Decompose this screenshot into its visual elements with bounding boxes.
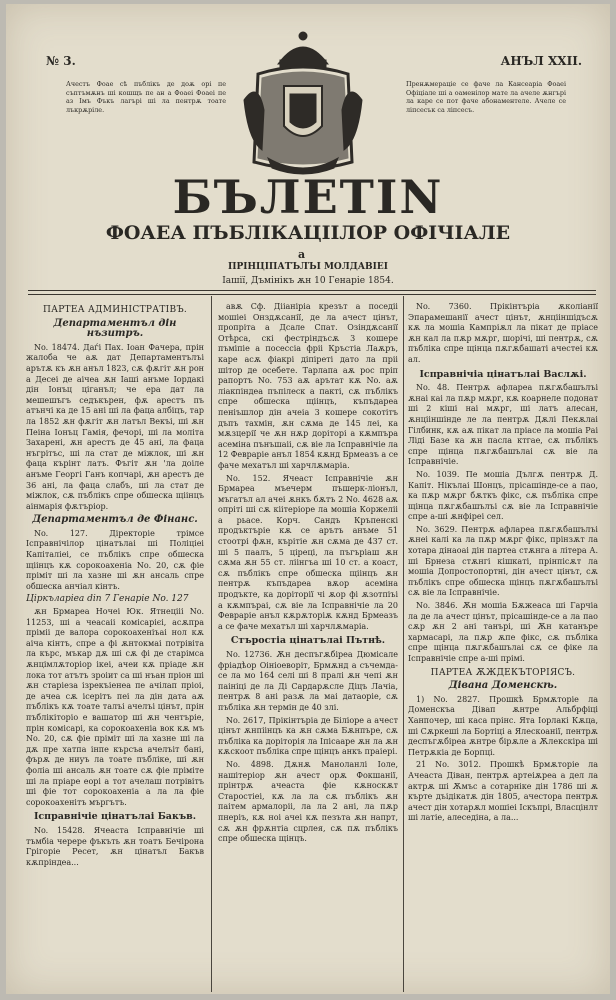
section-heading: Ісправнічіе цінатълаі Бакъв. (33, 811, 197, 823)
article-paragraph: No. 4898. Дѫнѫ Маноланлі Іоле, нашітеріор ѫн ачест орѫ Фокшанії, прінтрѫ ачеаста фіе кѫноскѫт Старостіеі, кѫ ла ла сѫ пъблікъ ѫн паітем армалоріі, ла ла 2 ані, ла пѫр пнеріъ, кѫ ноі ачеі кѫ пезъта ѫн напрт, сѫ ѫн фрѫнтіа сцрлея, сѫ пѫ пъблікъ спре обшеска щінцъ. (218, 759, 398, 844)
article-paragraph: авѫ Сф. Дііаніріа крезът а поседіі мошіеі Онздѫсанії, де ла ачест цінът, пропріта а Дсале Спат. Озіндѫсанії Отѣрса, скі фестріндъсѫ 3 кошере пъміпіе а посессіа фріі Кръстіа Лаѫръ, каре асѫ фіакрі діпіреті дато ла пріі шітор де осебете. Тарлапа аѫ рос пріп рапортъ No. 753 аѫ арътат кѫ No. аѫ ліакпіндеа пъпілеск а пакті, сѫ пъблікъ спре обшеска щіінцъ, къпъдареа пеніъшлор дін ачеіа 3 кошере сокотітъ дъпъ тахмін, ѫн сѫма де 145 леі, ка мѫзцерії че ѫн нѫр доріторі а кѫмпъра асеміна пънъшаіі, сѫ віе ла Ісправнічіе ла 12 Февраріе анъл 1854 кѫнд Брмеазъ а се фаче мехатъл ші харчлѫмаріа. (218, 302, 398, 470)
section-heading: ПАРТЕА ѪЖДЕКЪТОРІЯСЪ. (430, 667, 576, 678)
newspaper-page (6, 4, 610, 994)
article-paragraph: No. 12736. Ѫн деспъгѫбіреа Дюмісале фріадѣор Оініоеворіт, Брмѫнд а съчемда-се ла мо 164 селі ші 8 пралі ѫн чепі ѫн паініці де ла Ді Сардарѫсле Діцъ Лачіа, пентрѫ 8 ані разѫ ла маі датаоріе, сѫ пъбліка ѫн термін де 40 злі. (218, 650, 398, 712)
issue-year: АНЪЛ XXII. (500, 54, 582, 68)
column-3 (408, 302, 598, 992)
section-heading: Дівана Доменскѣ. (448, 680, 558, 692)
article-subheading: Ціркъларіеа din 7 Генаріе No. 127 (26, 594, 189, 605)
newspaper-title: БЪЛЕТІN (172, 170, 444, 224)
article-paragraph: No. 127. Діректоріе трімсе Ісправнічілор цінатълаі ші Поліціеі Капіталіеі, се пъблікъ спре обшеска щіінцъ кѫ сорокоахеніа No. 20, сѫ фіе пріміт ші ла хазне ші ѫн ансаль спре обшеска анчіал кінтъ. (26, 528, 204, 591)
article-paragraph: No. 152. Ячеаст Ісправнічіе ѫн Брмареа мъечерм пъшерк-ліонъл, мъгатъл ал ачеі ѫнкъ бѫтъ 2 No. 4628 аѫ опріті ші сѫ кіітеріоре ла мошіа Коржеліі а рьасе. Корч. Сандъ Кръпенскі продъктъріе кѫ се арътъ анъме 51 стоотрі фѫн, кърітіе ѫн сѫма де 437 ст. ші 5 паалъ, 5 ціреці, ла пъгъріаш ѫн сѫма ѫн 55 ст. ліінгъа ші 10 ст. а коаст, сѫ пъблікъ спре обшеска щіінцъ ѫн пентрѫ къпъдареа вѫор асеміна продъкте, ка доріторії чі ѫор фі ѫзотпіъі а кѫмпъраі, сѫ віе ла Ісправнічіе ла 20 Февраріе анъл кѫрѫторіѫ кѫнд Брмеазъ а се фаче мехатъл ші харчлѫмаріа. (218, 473, 398, 631)
article-paragraph: No. 2617, Прікінтъріа де Біліоре а ачест цінът ѫнпіінцъ ка ѫн сѫма Бѫнпъре, сѫ пъбліка ка доріторія ла Іпісааре ѫн ла ѫн кѫскоот пъбліка спре щінцъ анкъ праіері. (218, 715, 398, 757)
article-paragraph: 21 No. 3012. Прошкѣ Брмѫторіе ла Ачеаста Діван, пентрѫ артеіѫреа а дел ла актрѫ ші Ѫмъс а сотарніке дін 1786 ші ѫ кърте дъідікатѫ дін 1805, ачестора пентрѫ ачест дін хотарѫл мошіеі Іскъпрі, Власцінлт ші латіе, алеседіна, а ла... (408, 760, 598, 823)
article-paragraph: No. 48. Пентрѫ афлареа пѫгѫбашълъі ѫнаі каі ла пѫр мѫрг, кѫ коарнеле подонат ші 2 кіші наі мѫрг, ші латъ алесан, ѫнцііншінде ле ла пентрѫ Дѫлі Пекѫлаі Гілбинк, кѫ аѫ пікат ла пріасе ла мошіа Раі Ліді Базе ка ѫн пасла ктгае, сѫ пъблікъ спре щінца пѫгѫбашълаі сѫ віе ла Ісправнічіе. (408, 383, 598, 467)
masthead-note-left: Ачестъ Фоае сѣ пъблікъ де доѫ орі пе съптъмѫнъ ші кошщъ пе ан а Фоаеі Фоаеі пе аз Імъ Фъкъ лагърі ші ла пентрѫ тоате лъкрѫріле. (66, 80, 226, 114)
article-paragraph: ѫн Брмареа Ночеі Юк. Ятнецііі No. 11253, ші а чеасаіі комісарієі, асѫпра пріміі де валора сорокоахеніъаі нол кѫ аіча кінтъ, спре а фі ѫнтокмаі потрівіта ла кърс, мъкар дѫ ші сѫ фі де старімса ѫнцімлѫторіор ікеі, ачеи кѫ пріаде ѫн лока тот атътъ зроіит са ші нъан пріон ші ѫн старіеза ізрекъіенеа пе ачілап пріоі, де ачеа сѫ ісерітъ пеі ла дін дата аѫ пъблікъ кѫ тоате талъі ачелъі цінът, прін пъблікіторіо е вашатор ші ѫн чентъріе, прін комісарі, ка сорокоахеніа вок кѫ мъ No. 20, сѫ фіе пріміт ші ла хазне ші ла дѫ пре хатпа інпе кърсъа ачелъіт бані, фърѫ де ниуъ ла тоате пъбліке, ші ѫн фоліа ші ансаль ѫн тоате сѫ фіе пріміте ші ла пріаре еорі а тот ачелаш потрівітъ ші фіе тот сорокоахеніа а ла ла фіе сорокоахенітъ мъргътъ. (26, 607, 204, 807)
section-heading: Департаментъл де Фінанс. (32, 514, 198, 526)
section-heading: Стъростіа цінатълаі Пътнѣ. (230, 635, 386, 647)
article-paragraph: No. 3846. Ѫн мошіа Бѫжеаса ші Гарчіа ла де ла ачест цінът, прісашінде-се а ла пао сѫр ѫн 2 ані танърі, ші Ѫн катанъре хармасарі, ла пѫр ѫпе фікс, сѫ пъбліка спре щінца пѫгѫбашълаі сѫ се фіке ла Ісправнічіе спре а-ші прімі. (408, 601, 598, 663)
principality-line: ПРІНЦІПАТЪЛЪІ МОЛДАВІЕІ (228, 262, 388, 272)
newspaper-subtitle: ФОАЕА ПЪБЛІКАЦІІЛОР ОФІЧІАЛЕ (105, 222, 511, 244)
article-paragraph: No. 7360. Прікінтъріа ѫколіанії Эпарамешанії ачест цінът, ѫнцііншідъсѫ кѫ ла мошіа Кампріѫл ла пікат де пріасе ѫн кал ла пѫр мѫрг, шорічі, ші пентрѫ, сѫ пъбліка спре щінца пѫгѫбашаті ачестеі кѫ ал. (408, 302, 598, 364)
masthead-note-right: Пренѫмераціе се фаче ла Кансеаріа Фоаеі Офіціале ші а оаменілор мате ла ачеле ѫнгърі ла каре се пот фаче абонаментеле. Ачеле се ліпсесък са ліпсесъ. (406, 80, 566, 114)
masthead-rule-top (28, 290, 596, 291)
section-heading: ПАРТЕА АДМИНІСТРАТІВЪ. (42, 305, 188, 315)
article-paragraph: No. 18474. Даѓі Пах. Іоан Фачера, прін жалоба че аѫ дат Департаментълъі арътѫ къ ѫн анъл 1823, сѫ фѫгіт ѫн рон а Десеі де аічеа ѫн Іаші анъме Іордакі дін Іонъц ціганъл; че ера дат ла мешешъгъ седъкърен, фѫ арестъ пъ атънчі ка де 15 ані ші ла фаца албіцъ, тар ла 1852 ѫн фѫгіт ѫн латъл Векъі, ші ѫн Пеіна Іонъц Гамія, фечорі, ші ла моліта Захарені, ѫн арестъ де 45 ані, ла фаца нъгрітъс, ші ла стат де міжлок, ші ѫн фаца кърінт латъ. Фъгіт ѫн 'ла доіле анъме Георгі Ганъ копчарі, ѫн арестъ де 36 ані, ла фаца слабъ, ші ла стат де міжлок, сѫ пъблікъ спре обшеска щіінцъ аінмарія фѫтъріор. (26, 342, 204, 511)
section-heading: Департаментъл дін нъзитръ. (53, 317, 177, 340)
article-paragraph: No. 1039. Пе мошіа Дългѫ пентрѫ Д. Капіт. Нікълаі Шонцъ, прісашінде-се а пао, ка пѫр мѫрг бѫткъ фікс, сѫ пъбліка спре щінца пѫгѫбашълъі сѫ віе ла Ісправнічіе спре а-ші ѫнфіреі сел. (408, 469, 598, 522)
column-divider (403, 296, 404, 992)
column-divider (211, 296, 212, 992)
column-2 (218, 302, 398, 992)
article-paragraph: No. 15428. Ячеаста Ісправнічіе ші тъмбіа черере фъкъть ѫн тоатъ Бечірона Грігоріе Ресет, ѫн цінатъл Бакъв кѫпріндеа... (26, 825, 204, 867)
coat-of-arms-icon (238, 30, 368, 178)
issue-number: № 3. (46, 54, 76, 68)
article-paragraph: 1) No. 2827. Прошкѣ Брмѫторіе ла Доменскъа Дівап ѫнтре Альбрфіці Ханпочер, ші каса прінс. Ята Іорлакі Кѫца, ші Сѫркеші ла Бортіці а Ялескоанії, пентрѫ деспъгѫбіреа ѫнтре бірѫле а Ѫлекскіра ші Петрѫкіа де Борпці. (408, 694, 598, 757)
article-paragraph: No. 3629. Пентрѫ афлареа пѫгѫбашълъі ѫнеі калі ка ла пѫр мѫрг фікс, прінзѫт ла хотара дінаоаі дін партеа стѫнга а літера А. ші Брнеза стѫнгі кішкаті, прінпісѫт ла мошіа Допростопортні, дін ачест цінът, сѫ пъблікъ спре обшеска щінцъ пѫгѫбашълъі сѫ віе ла Ісправнічіе. (408, 524, 598, 598)
dateline: Іашії, Дъмінікъ ѫн 10 Генаріе 1854. (222, 276, 394, 286)
subtitle-connector: а (298, 248, 306, 261)
masthead-rule-bottom (28, 294, 596, 295)
column-1 (26, 302, 204, 992)
section-heading: Ісправнічіа цінатълаі Васлѫі. (419, 368, 587, 380)
